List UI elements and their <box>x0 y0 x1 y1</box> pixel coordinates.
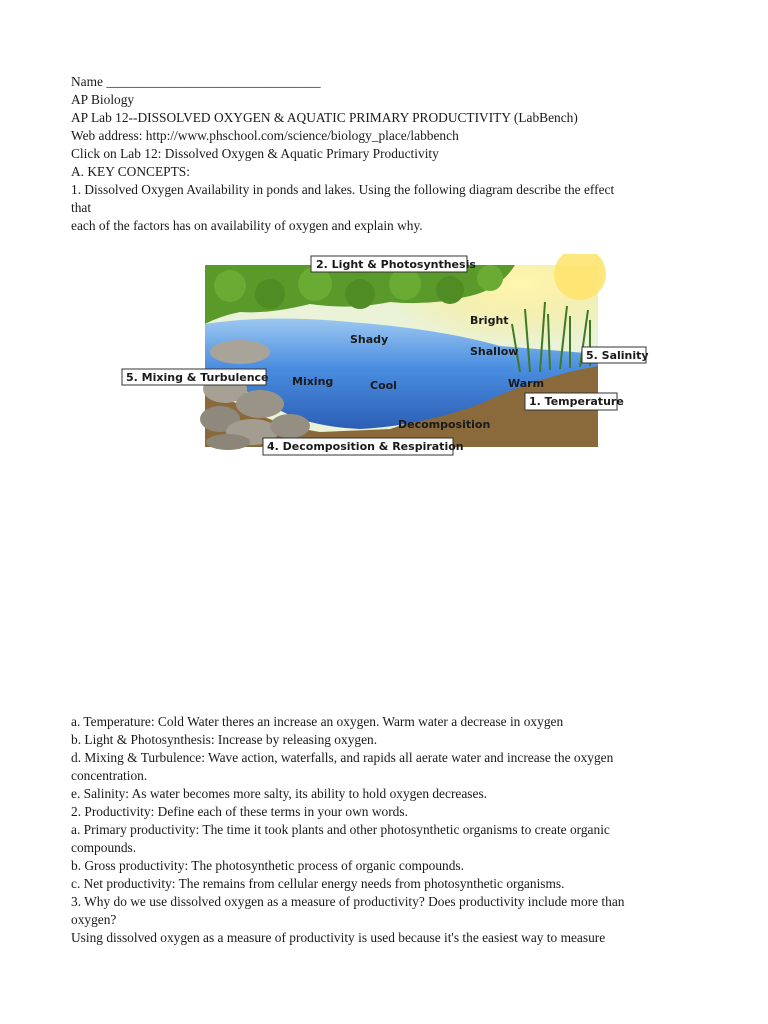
box-light-photosynthesis <box>311 256 476 272</box>
click-instruction: Click on Lab 12: Dissolved Oxygen & Aquatic Primary Productivity <box>71 146 439 161</box>
box-salinity <box>582 347 649 363</box>
label-warm: Warm <box>508 377 545 390</box>
answer-temperature: a. Temperature: Cold Water theres an increase an oxygen. Warm water a decrease in oxygen <box>71 714 564 729</box>
pond-diagram-svg <box>120 254 650 460</box>
question-1-line-3: each of the factors has on availability of oxygen and explain why. <box>71 218 423 233</box>
box-mixing-turbulence <box>122 369 269 385</box>
label-decomposition: Decomposition <box>398 418 491 431</box>
box-light-text: 2. Light & Photosynthesis <box>316 258 476 271</box>
question-1-line-2: that <box>71 200 92 215</box>
label-cool: Cool <box>370 379 397 392</box>
answer-gross: b. Gross productivity: The photosynthetic process of organic compounds. <box>71 858 464 873</box>
section-heading: A. KEY CONCEPTS: <box>71 164 190 179</box>
lab-title: AP Lab 12--DISSOLVED OXYGEN & AQUATIC PRIMARY PRODUCTIVITY (LabBench) <box>71 110 578 125</box>
box-decomposition-text: 4. Decomposition & Respiration <box>267 440 464 453</box>
label-shady: Shady <box>350 333 389 346</box>
box-temperature <box>525 393 624 410</box>
box-temperature-text: 1. Temperature <box>529 395 624 408</box>
answer-salinity: e. Salinity: As water becomes more salty, its ability to hold oxygen decreases. <box>71 786 488 801</box>
answer-light: b. Light & Photosynthesis: Increase by releasing oxygen. <box>71 732 378 747</box>
answer-primary-line-1: a. Primary productivity: The time it took plants and other photosynthetic organisms to create organic <box>71 822 610 837</box>
answer-mixing-line-2: concentration. <box>71 768 148 783</box>
answer-question-3: Using dissolved oxygen as a measure of productivity is used because it's the easiest way to measure <box>71 930 606 945</box>
web-address: Web address: http://www.phschool.com/science/biology_place/labbench <box>71 128 459 143</box>
answer-mixing-line-1: d. Mixing & Turbulence: Wave action, waterfalls, and rapids all aerate water and increase the oxygen <box>71 750 614 765</box>
course-title: AP Biology <box>71 92 135 107</box>
answer-primary-line-2: compounds. <box>71 840 137 855</box>
pond-diagram <box>120 254 650 460</box>
label-shallow: Shallow <box>470 345 519 358</box>
question-1-line-1: 1. Dissolved Oxygen Availability in ponds and lakes. Using the following diagram describe the effect <box>71 182 615 197</box>
box-salinity-text: 5. Salinity <box>586 349 649 362</box>
label-bright: Bright <box>470 314 509 327</box>
answers-section <box>71 713 701 947</box>
box-decomposition-respiration <box>263 438 464 455</box>
question-2: 2. Productivity: Define each of these terms in your own words. <box>71 804 408 819</box>
box-mixing-text: 5. Mixing & Turbulence <box>126 371 269 384</box>
name-line: Name ________________________________ <box>71 74 321 89</box>
answer-net: c. Net productivity: The remains from cellular energy needs from photosynthetic organisms. <box>71 876 565 891</box>
label-mixing: Mixing <box>292 375 334 388</box>
question-3-line-1: 3. Why do we use dissolved oxygen as a measure of productivity? Does productivity include more than <box>71 894 625 909</box>
question-3-line-2: oxygen? <box>71 912 117 927</box>
worksheet-header <box>71 73 701 235</box>
